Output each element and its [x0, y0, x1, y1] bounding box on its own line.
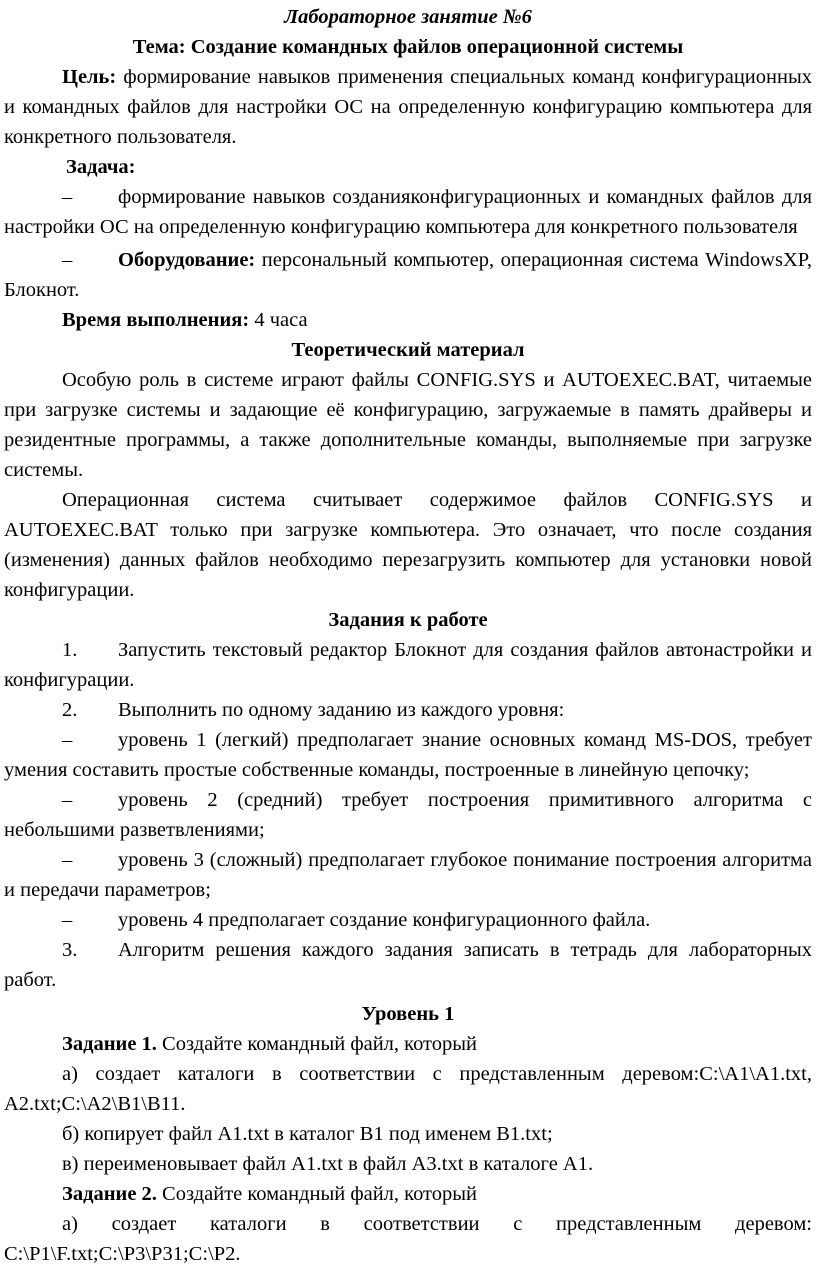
level1-task1-a: а) создает каталоги в соответствии с представленным деревом:C:\A1\A1.txt, A2.txt;C:\A2\B1\B11.	[4, 1063, 812, 1115]
equipment-label: Оборудование:	[118, 249, 256, 271]
task-label-line	[4, 152, 812, 182]
tasks-item-level2-text: уровень 2 (средний) требует построения примитивного алгоритма с небольшими разветвлениями;	[4, 789, 812, 841]
equipment-dash: –	[62, 249, 73, 271]
time-line	[4, 305, 812, 335]
task-item	[4, 182, 812, 242]
tasks-item-level1-dash: –	[62, 729, 73, 751]
tasks-item-level2	[4, 785, 812, 845]
tasks-item-2	[4, 695, 812, 725]
tasks-item-level2-dash: –	[62, 789, 73, 811]
task-item-text: формирование навыков созданияконфигурационных и командных файлов для настройки ОС на определенную конфигурацию компьютера для конкретного пользователя	[4, 186, 812, 238]
tasks-item-1-num: 1.	[62, 639, 78, 661]
tasks-item-1	[4, 635, 812, 695]
tasks-item-level1	[4, 725, 812, 785]
goal-label: Цель:	[62, 66, 117, 88]
level1-task1-text: Создайте командный файл, который	[156, 1033, 477, 1055]
level1-heading: Уровень 1	[361, 1003, 455, 1025]
tasks-item-3	[4, 935, 812, 995]
task-dash: –	[62, 186, 73, 208]
topic-title: Тема: Создание командных файлов операционной системы	[132, 36, 684, 58]
theory-heading: Теоретический материал	[291, 339, 525, 361]
level1-task2-text: Создайте командный файл, который	[156, 1183, 477, 1205]
tasks-item-level1-text: уровень 1 (легкий) предполагает знание основных команд MS-DOS, требует умения составить простые собственные команды, построенные в линейную цепочку;	[4, 729, 812, 781]
tasks-item-3-text: Алгоритм решения каждого задания записать в тетрадь для лабораторных работ.	[4, 939, 812, 991]
tasks-item-level3-text: уровень 3 (сложный) предполагает глубокое понимание построения алгоритма и передачи параметров;	[4, 849, 812, 901]
theory-paragraph-2: Операционная система считывает содержимое файлов CONFIG.SYS и AUTOEXEC.BAT только при загрузке компьютера. Это означает, что после создания (изменения) данных файлов необходимо перезагрузить компьютер для установки новой конфигурации.	[4, 489, 812, 601]
tasks-heading: Задания к работе	[328, 609, 488, 631]
level1-task1-c: в) переименовывает файл A1.txt в файл A3.txt в каталоге A1.	[62, 1153, 594, 1175]
equipment-item	[4, 245, 812, 305]
level1-task2-a: а) создает каталоги в соответствии с представленным деревом: C:\P1\F.txt;C:\P3\P31;C:\P2.	[4, 1213, 812, 1265]
tasks-item-3-num: 3.	[62, 939, 78, 961]
level1-task2-label: Задание 2.	[62, 1183, 157, 1205]
goal-text: формирование навыков применения специальных команд конфигурационных и командных файлов для настройки ОС на определенную конфигурацию компьютера для конкретного пользователя.	[4, 66, 812, 148]
tasks-item-level4-text: уровень 4 предполагает создание конфигурационного файла.	[118, 909, 651, 931]
time-label: Время выполнения:	[62, 309, 250, 331]
level1-task2	[4, 1179, 812, 1209]
lab-title: Лабораторное занятие №6	[284, 6, 532, 28]
tasks-item-1-text: Запустить текстовый редактор Блокнот для создания файлов автонастройки и конфигурации.	[4, 639, 812, 691]
tasks-item-level3	[4, 845, 812, 905]
theory-paragraph-1: Особую роль в системе играют файлы CONFIG.SYS и AUTOEXEC.BAT, читаемые при загрузке системы и задающие её конфигурацию, загружаемые в память драйверы и резидентные программы, а также дополнительные команды, выполняемые при загрузке системы.	[4, 369, 812, 481]
tasks-item-2-text: Выполнить по одному заданию из каждого уровня:	[118, 699, 565, 721]
level1-task1	[4, 1029, 812, 1059]
tasks-item-level3-dash: –	[62, 849, 73, 871]
tasks-item-level4	[4, 905, 812, 935]
level1-task1-b: б) копирует файл A1.txt в каталог B1 под именем B1.txt;	[62, 1123, 553, 1145]
document-page	[0, 2, 816, 1269]
tasks-item-level4-dash: –	[62, 909, 73, 931]
level1-task1-label: Задание 1.	[62, 1033, 157, 1055]
equipment-text: персональный компьютер, операционная система WindowsXP, Блокнот.	[4, 249, 812, 301]
task-label: Задача:	[66, 156, 136, 178]
goal-paragraph	[4, 62, 812, 152]
tasks-item-2-num: 2.	[62, 699, 78, 721]
time-value: 4 часа	[249, 309, 308, 331]
